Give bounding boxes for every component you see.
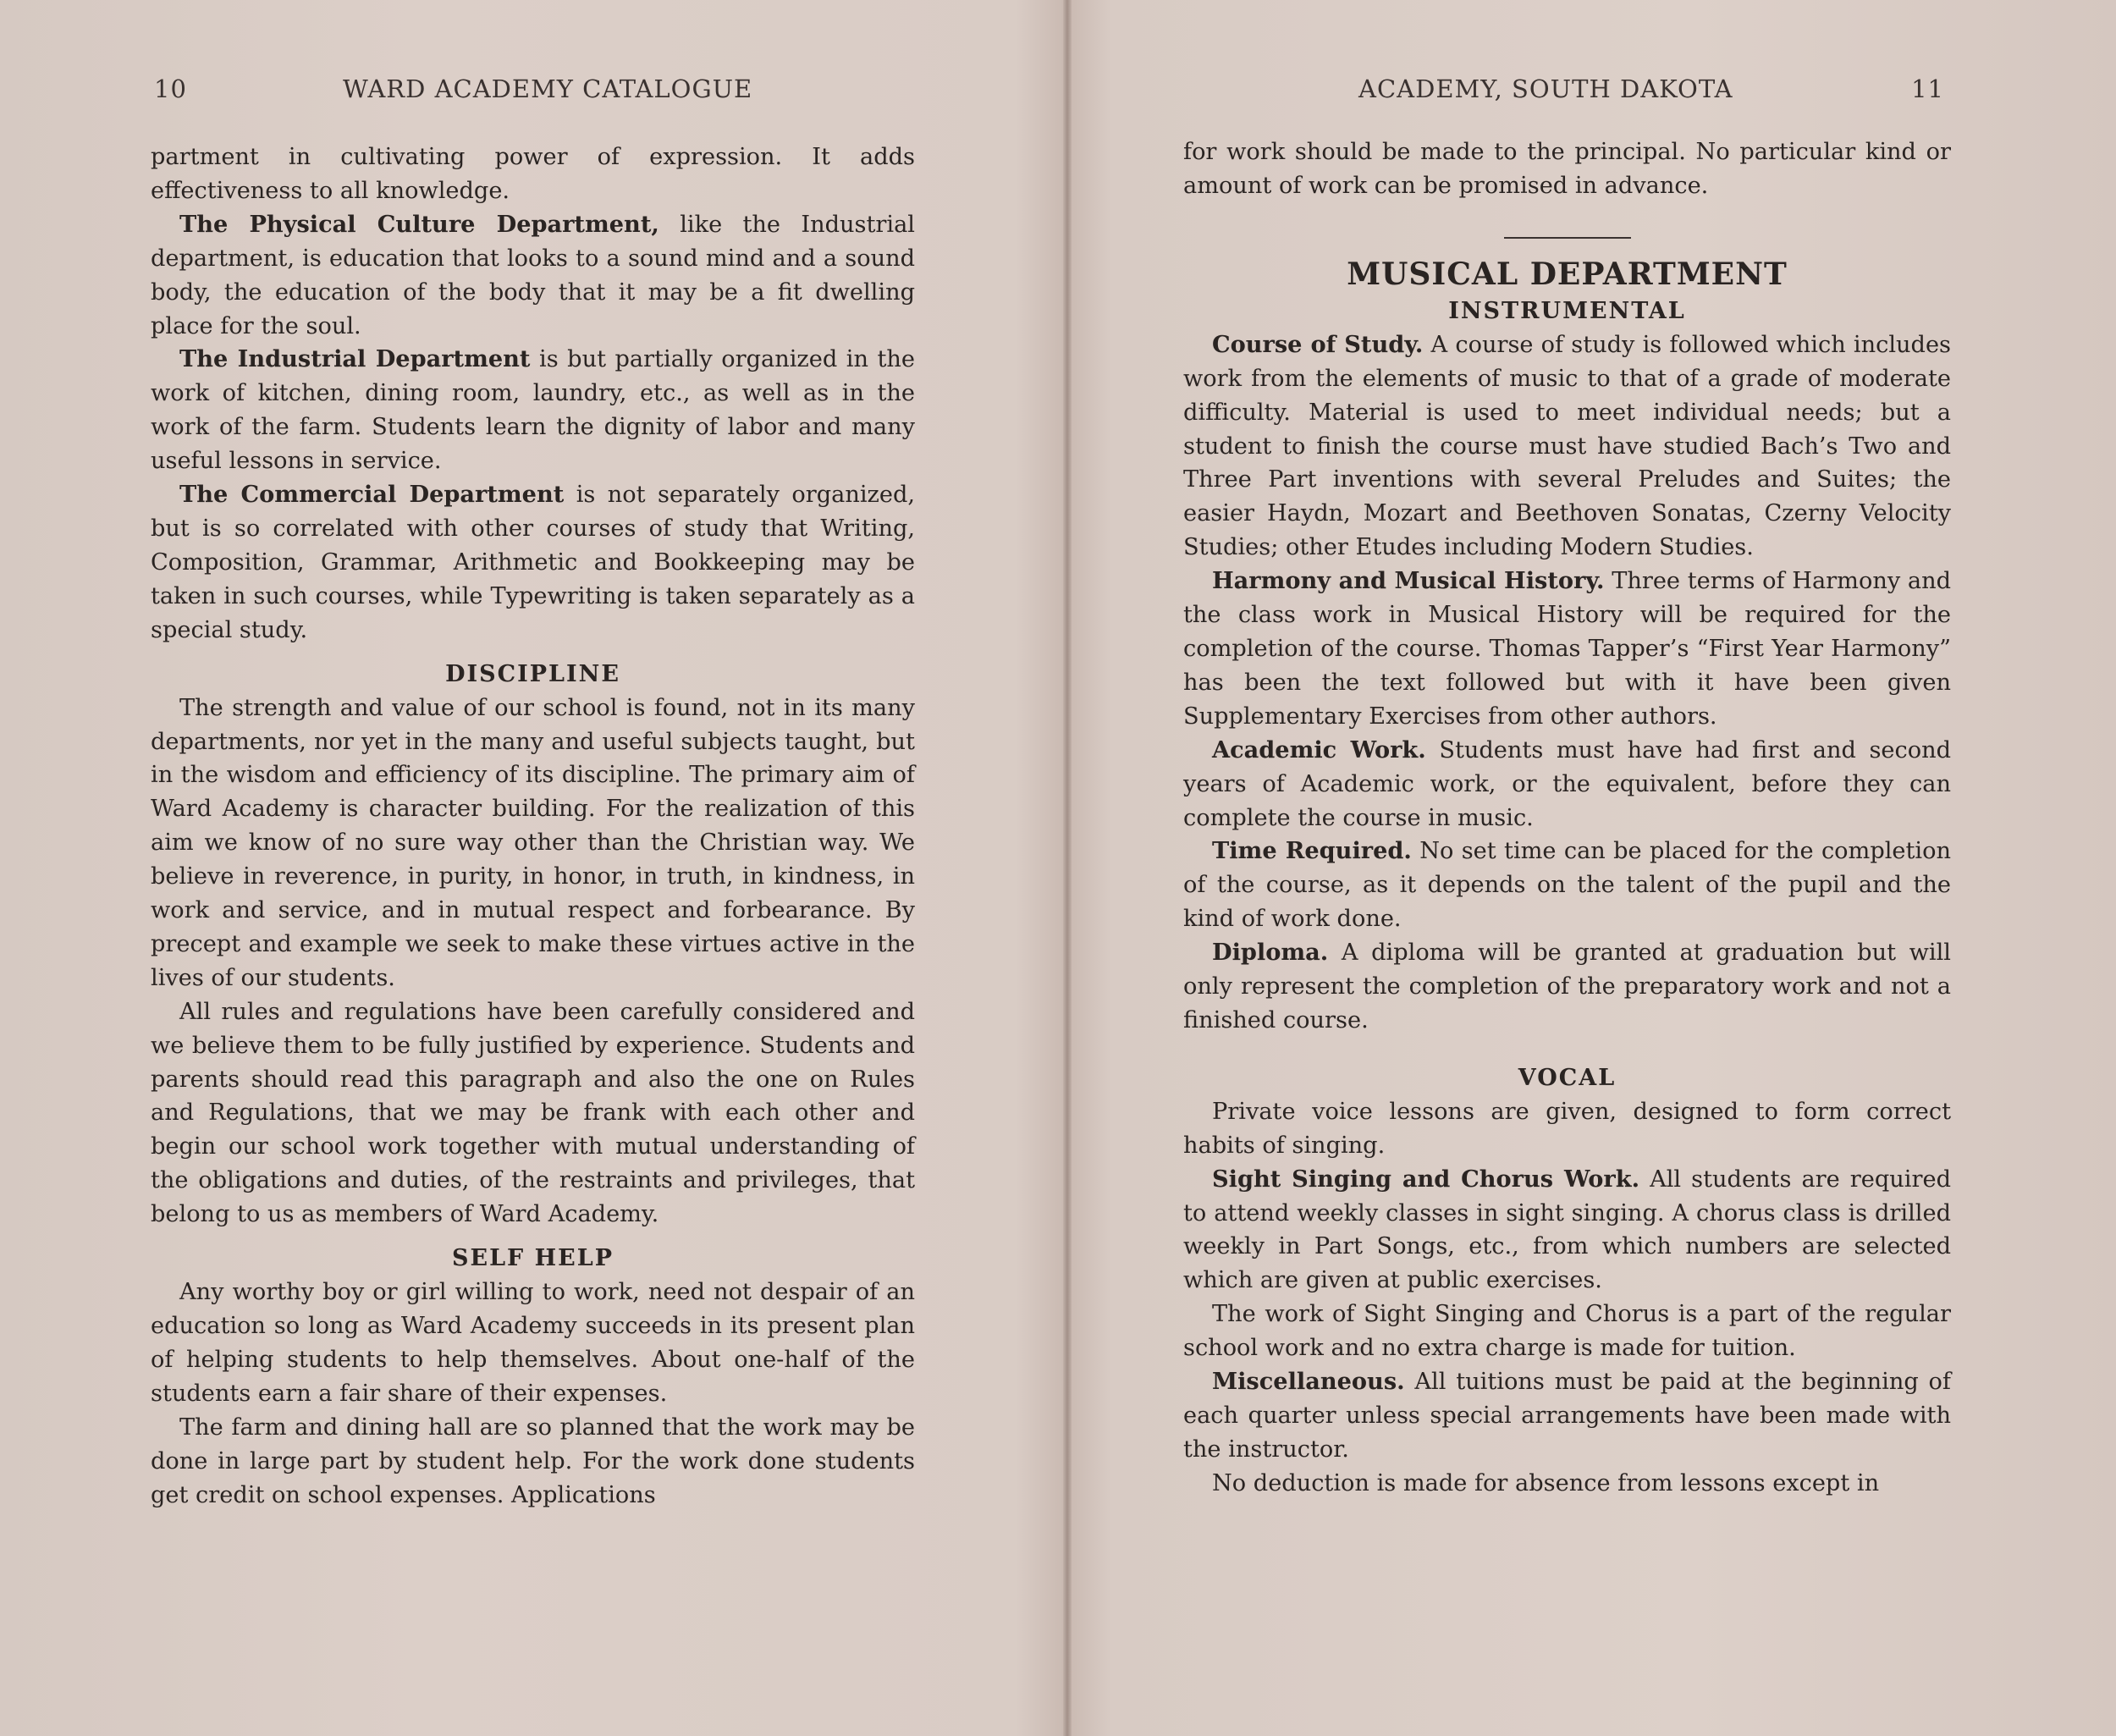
paragraph: The work of Sight Singing and Chorus is a part of the regular school work and no extra charge is made for tuition. bbox=[1183, 1301, 1951, 1362]
right-page bbox=[1181, 0, 1951, 1736]
paragraph: Harmony and Musical History. Three terms of Harmony and the class work in Musical History will be required for the completion of the course. Thomas Tapper’s “First Year Harmony” has been the text followed but with it have been given Supplementary Exercises from other authors. bbox=[1183, 567, 1951, 730]
paragraph-lead: The Industrial Department bbox=[179, 345, 531, 373]
right-page-body bbox=[1181, 135, 1951, 1501]
paragraph-lead: Diploma. bbox=[1212, 939, 1329, 967]
paragraph: All rules and regulations have been carefully considered and we believe them to be fully justified by experience. Students and parents should read this paragraph and also the one on Rules and Regulations, that we may be frank with each other and begin our school work together with mutual understanding of the obligations and duties, of the restraints and privileges, that belong to us as members of Ward Academy. bbox=[151, 998, 915, 1228]
paragraph: Sight Singing and Chorus Work. All students are required to attend weekly classes in sight singing. A chorus class is drilled weekly in Part Songs, etc., from which numbers are selected which are given at public exercises. bbox=[1183, 1165, 1951, 1294]
paragraph: The farm and dining hall are so planned that the work may be done in large part by student help. For the work done students get credit on school expenses. Applications bbox=[151, 1414, 915, 1508]
paragraph-lead: Course of Study. bbox=[1212, 330, 1424, 358]
paragraph: partment in cultivating power of expression. It adds effectiveness to all knowledge. bbox=[151, 144, 915, 204]
paragraph-lead: The Physical Culture Department, bbox=[179, 210, 659, 238]
left-page bbox=[144, 0, 918, 1736]
left-running-head bbox=[144, 74, 918, 125]
section-heading: DISCIPLINE bbox=[445, 660, 620, 687]
paragraph: Time Required. No set time can be placed for the completion of the course, as it depends on the talent of the pupil and the kind of work done. bbox=[1183, 837, 1952, 933]
paragraph-lead: Time Required. bbox=[1212, 837, 1412, 865]
section-heading: INSTRUMENTAL bbox=[1448, 297, 1686, 324]
paragraph-lead: Sight Singing and Chorus Work. bbox=[1212, 1165, 1640, 1193]
department-heading: MUSICAL DEPARTMENT bbox=[1347, 256, 1788, 292]
paragraph: Any worthy boy or girl willing to work, need not despair of an education so long as Ward Academy succeeds in its present plan of helping students to help themselves. About one-half of the students earn a fair share of their expenses. bbox=[151, 1279, 915, 1407]
paragraph-lead: Miscellaneous. bbox=[1212, 1368, 1405, 1396]
left-page-body bbox=[144, 141, 918, 1512]
book-gutter bbox=[1063, 0, 1072, 1736]
section-heading: VOCAL bbox=[1518, 1064, 1617, 1091]
section-divider bbox=[1504, 237, 1631, 239]
paragraph: Diploma. A diploma will be granted at graduation but will only represent the completion of the preparatory work and not a finished course. bbox=[1183, 939, 1951, 1033]
running-title: ACADEMY, SOUTH DAKOTA bbox=[1358, 74, 1733, 103]
paragraph: The Commercial Department is not separately organized, but is so correlated with other courses of study that Writing, Composition, Grammar, Arithmetic and Bookkeeping may be taken in such courses, while Typewriting is taken separately as a special study. bbox=[151, 481, 915, 643]
page-number: 10 bbox=[154, 74, 187, 103]
paragraph-lead: The Commercial Department bbox=[179, 481, 565, 509]
paragraph: No deduction is made for absence from lessons except in bbox=[1212, 1469, 1880, 1496]
paragraph-lead: Academic Work. bbox=[1212, 736, 1426, 763]
section-heading: SELF HELP bbox=[451, 1245, 614, 1272]
paragraph: The strength and value of our school is found, not in its many departments, nor yet in the many and useful subjects taught, but in the wisdom and efficiency of its discipline. The primary aim of Ward Academy is character building. For the realization of this aim we know of no sure way other than the Christian way. We believe in reverence, in purity, in honor, in truth, in kindness, in work and service, and in mutual respect and forbearance. By precept and example we seek to make these virtues active in the lives of our students. bbox=[151, 694, 915, 991]
running-title: WARD ACADEMY CATALOGUE bbox=[343, 74, 753, 103]
paragraph: The Industrial Department is but partially organized in the work of kitchen, dining room, laundry, etc., as well as in the work of the farm. Students learn the dignity of labor and many useful lessons in service. bbox=[151, 345, 915, 475]
paragraph: Private voice lessons are given, designed to form correct habits of singing. bbox=[1183, 1098, 1951, 1159]
right-running-head bbox=[1181, 74, 1951, 125]
paragraph-lead: Harmony and Musical History. bbox=[1212, 567, 1605, 595]
paragraph: Miscellaneous. All tuitions must be paid at the beginning of each quarter unless special arrangements have been made with the instructor. bbox=[1183, 1368, 1951, 1463]
paragraph: Academic Work. Students must have had first and second years of Academic work, or the equivalent, before they can complete the course in music. bbox=[1183, 736, 1952, 831]
paragraph: for work should be made to the principal. No particular kind or amount of work can be promised in advance. bbox=[1183, 139, 1951, 199]
paragraph: The Physical Culture Department, like the Industrial department, is education that looks to a sound mind and a sound body, the education of the body that it may be a fit dwelling place for the soul. bbox=[151, 210, 916, 339]
page-number: 11 bbox=[1911, 74, 1944, 103]
paragraph: Course of Study. A course of study is followed which includes work from the elements of music to that of a grade of moderate difficulty. Material is used to meet individual needs; but a student to finish the course must have studied Bach’s Two and Three Part inventions with several Preludes and Suites; the easier Haydn, Mozart and Beethoven Sonatas, Czerny Velocity Studies; other Etudes including Modern Studies. bbox=[1183, 330, 1951, 561]
